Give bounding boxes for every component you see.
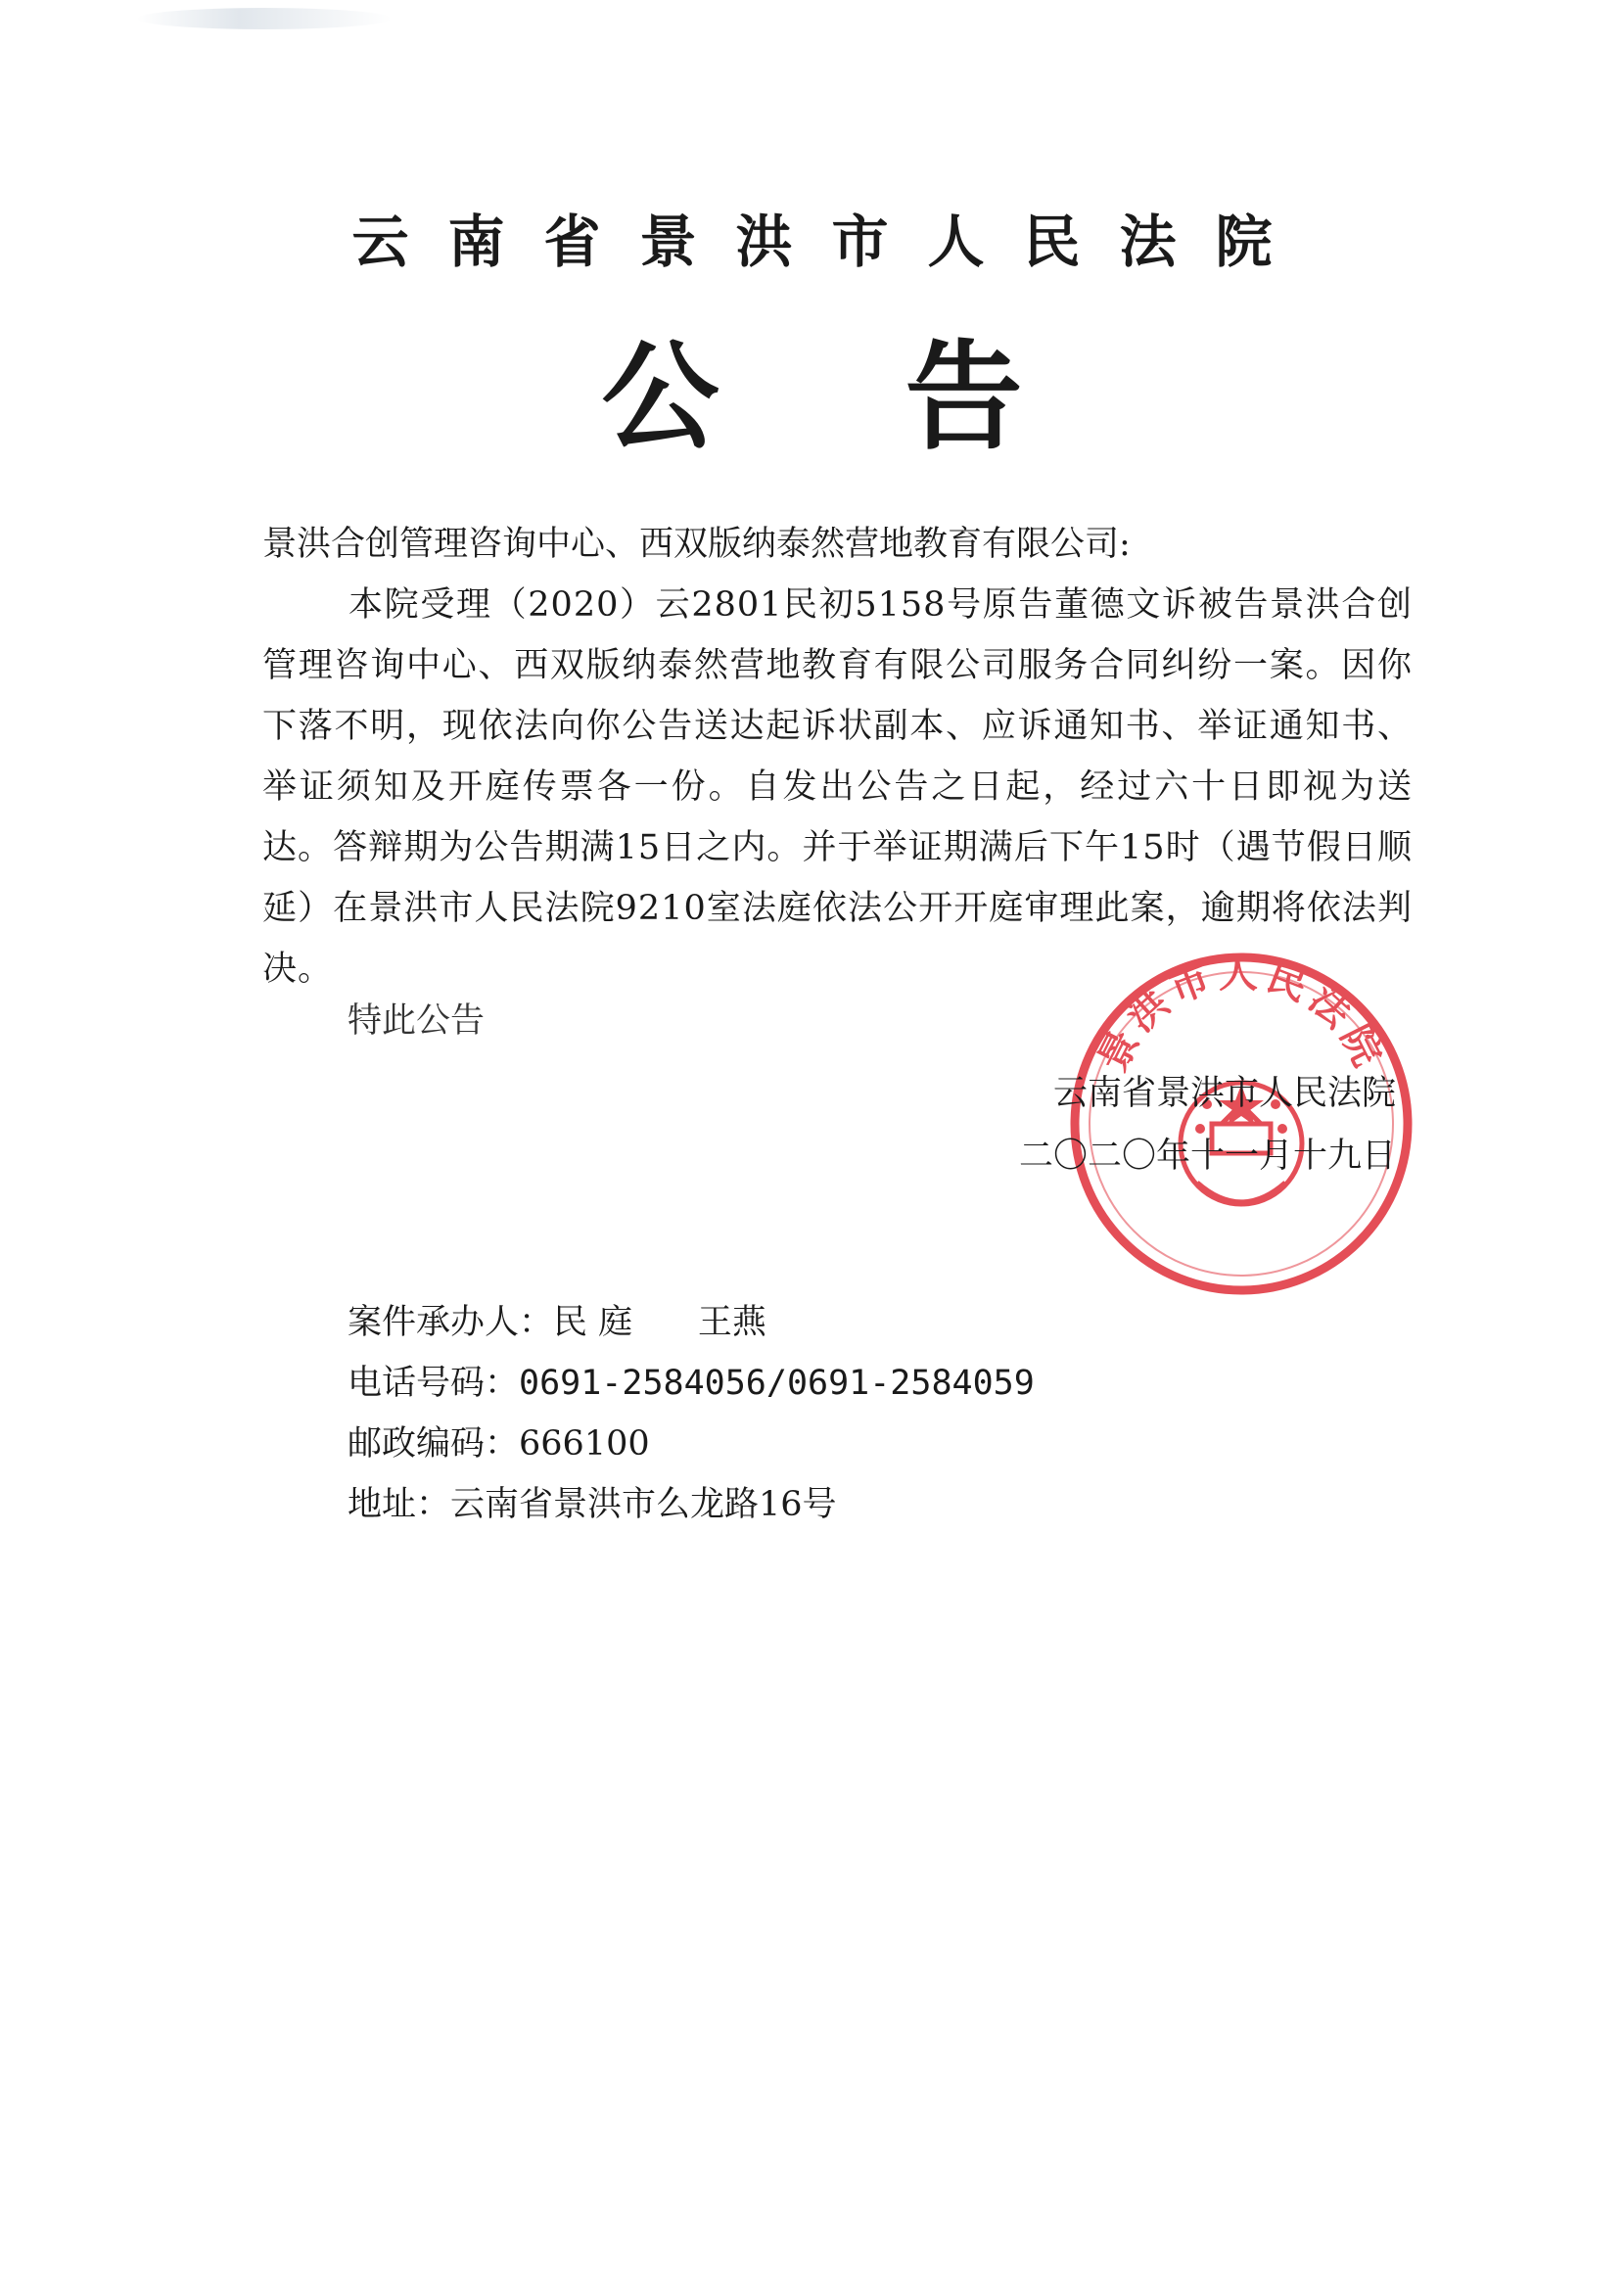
postcode-label: 邮政编码： bbox=[348, 1424, 520, 1464]
phone-label: 电话号码： bbox=[348, 1364, 520, 1403]
closing-line: 特此公告 bbox=[348, 1001, 486, 1041]
recipients: 景洪合创管理咨询中心、西双版纳泰然营地教育有限公司: bbox=[262, 525, 1131, 564]
signature-block bbox=[1019, 1062, 1396, 1187]
notice-body bbox=[262, 514, 1413, 1000]
handler-name: 王燕 bbox=[697, 1303, 766, 1342]
handler-dept: 民 庭 bbox=[553, 1303, 633, 1342]
phone-row bbox=[348, 1353, 1035, 1414]
notice-paragraph: 本院受理（2020）云2801民初5158号原告董德文诉被告景洪合创管理咨询中心、西双版纳泰然营地教育有限公司服务合同纠纷一案。因你下落不明，现依法向你公告送达起诉状副本、应诉通知书、举证通知书、举证须知及开庭传票各一份。自发出公告之日起，经过六十日即视为送达。答辩期为公告期满15日之内。并于举证期满后下午15时（遇节假日顺延）在景洪市人民法院9210室法庭依法公开开庭审理此案，逾期将依法判决。 bbox=[262, 585, 1413, 989]
court-name: 云南省景洪市人民法院 bbox=[351, 209, 1312, 275]
address-label: 地址： bbox=[348, 1485, 451, 1524]
signature-date: 二〇二〇年十一月十九日 bbox=[1018, 1137, 1396, 1176]
phone-number: 0691-2584056/0691-2584059 bbox=[519, 1364, 1035, 1403]
postcode-row bbox=[348, 1414, 1035, 1474]
contact-info bbox=[348, 1292, 1035, 1535]
document-type: 公告 bbox=[601, 328, 1209, 466]
handler-row bbox=[348, 1292, 1035, 1353]
scan-artifact bbox=[137, 8, 392, 29]
address-value: 云南省景洪市么龙路16号 bbox=[450, 1485, 837, 1524]
handler-label: 案件承办人： bbox=[348, 1303, 554, 1342]
svg-text:景洪市人民法院 bbox=[1090, 952, 1392, 1079]
postcode-value: 666100 bbox=[519, 1424, 650, 1464]
address-row bbox=[348, 1474, 1035, 1535]
seal-text: 景洪市人民法院 bbox=[1090, 952, 1393, 1079]
signature-court: 云南省景洪市人民法院 bbox=[1052, 1074, 1396, 1113]
